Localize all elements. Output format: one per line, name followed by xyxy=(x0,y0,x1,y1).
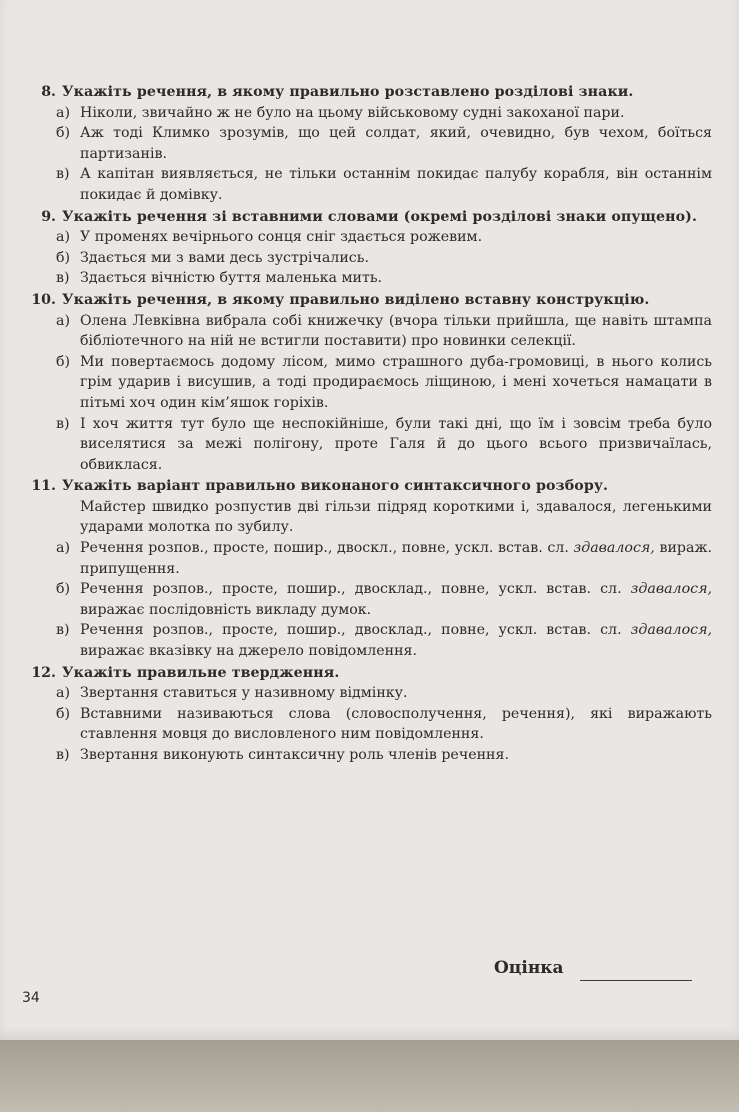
option-text-italic: здавалося, xyxy=(573,540,655,557)
option-letter: б) xyxy=(56,353,71,370)
option-text-main: Речення розпов., просте, пошир., двосклад., повне, ускл. встав. сл. xyxy=(80,622,622,639)
question-number: 8. xyxy=(41,84,56,100)
option-letter: а) xyxy=(56,229,70,246)
question-11 xyxy=(22,476,712,661)
option-text-italic: здавалося, xyxy=(630,581,712,598)
option-letter: б) xyxy=(56,581,71,598)
answer-option[interactable] xyxy=(22,164,712,205)
option-letter: в) xyxy=(56,270,70,287)
option-text: Здається вічністю буття маленька мить. xyxy=(80,270,383,287)
option-text-main: Речення розпов., просте, пошир., двосклад., повне, ускл. встав. сл. xyxy=(80,581,622,598)
option-text xyxy=(80,538,712,579)
answer-option[interactable] xyxy=(22,352,712,414)
answer-option[interactable] xyxy=(22,123,712,164)
option-letter: а) xyxy=(56,312,70,329)
answer-option[interactable] xyxy=(22,268,712,289)
question-stem-sentence: Майстер швидко розпустив дві гільзи підряд короткими і, здавалося, легенькими ударами молотка по зубилу. xyxy=(80,498,712,536)
answer-option[interactable] xyxy=(22,683,712,704)
answer-option[interactable] xyxy=(22,103,712,124)
questions-list xyxy=(22,82,712,767)
answer-option[interactable] xyxy=(22,227,712,248)
option-text-rest: виражає вказівку на джерело повідомлення. xyxy=(80,643,418,660)
option-letter: б) xyxy=(56,705,71,722)
question-number: 9. xyxy=(41,208,56,225)
answer-option[interactable] xyxy=(22,579,712,620)
answer-option[interactable] xyxy=(22,620,712,661)
option-letter: б) xyxy=(56,125,71,142)
table-surface xyxy=(0,1040,739,1112)
option-text: А капітан виявляється, не тільки останнім покидає палубу корабля, він останнім покидає й домівку. xyxy=(80,166,712,203)
answer-option[interactable] xyxy=(22,538,712,579)
question-8 xyxy=(22,82,712,206)
answer-option[interactable] xyxy=(22,248,712,269)
question-12 xyxy=(22,663,712,766)
option-text: Здається ми з вами десь зустрічались. xyxy=(80,249,369,266)
option-letter: в) xyxy=(56,747,70,763)
option-text: Олена Левківна вибрала собі книжечку (вчора тільки прийшла, ще навіть штампа бібліотечного на ній не встигли поставити) про новинки селекції. xyxy=(80,312,712,350)
option-text xyxy=(80,579,712,620)
page-number: 34 xyxy=(22,990,40,1006)
answer-option[interactable] xyxy=(22,704,712,745)
option-letter: б) xyxy=(56,249,71,266)
option-text-rest: вираж. припущення. xyxy=(80,540,713,577)
question-prompt: Укажіть варіант правильно виконаного синтаксичного розбору. xyxy=(62,478,609,495)
option-letter: в) xyxy=(56,622,70,639)
option-text: Аж тоді Климко зрозумів, що цей солдат, який, очевидно, був чехом, боїться партизанів. xyxy=(80,125,712,162)
option-text: Вставними називаються слова (словосполучення, речення), які виражають ставлення мовця до висловленого ним повідомлення. xyxy=(80,705,712,743)
option-text-rest: виражає послідовність викладу думок. xyxy=(80,601,372,618)
answer-option[interactable] xyxy=(22,745,712,766)
question-prompt: Укажіть речення зі вставними словами (окремі розділові знаки опущено). xyxy=(62,208,698,225)
question-prompt: Укажіть правильне твердження. xyxy=(62,664,340,681)
grade-input-line[interactable] xyxy=(580,980,692,981)
question-prompt: Укажіть речення, в якому правильно розставлено розділові знаки. xyxy=(62,84,634,100)
option-text: У променях вечірнього сонця сніг здається рожевим. xyxy=(80,229,483,246)
option-text-main: Речення розпов., просте, пошир., двоскл., повне, ускл. встав. сл. xyxy=(80,540,569,557)
question-9 xyxy=(22,207,712,289)
option-letter: а) xyxy=(56,540,70,557)
question-number: 11. xyxy=(31,478,56,495)
option-text: Звертання ставиться у називному відмінку. xyxy=(80,685,408,702)
option-text: І хоч життя тут було ще неспокійніше, були такі дні, що їм і зовсім треба було виселятися за межі полігону, проте Галя й до цього всього призвичаїлась, обвиклася. xyxy=(80,415,712,473)
answer-option[interactable] xyxy=(22,414,712,476)
answer-option[interactable] xyxy=(22,311,712,352)
question-number: 10. xyxy=(31,291,56,308)
option-letter: а) xyxy=(56,685,70,702)
question-prompt: Укажіть речення, в якому правильно виділено вставну конструкцію. xyxy=(62,291,650,308)
option-text: Ми повертаємось додому лісом, мимо страшного дуба-громовиці, в нього колись грім ударив і висушив, а тоді продираємось ліщиною, і мені хочеться намацати в пітьмі хоч один кім’яшок горіхів. xyxy=(80,353,712,411)
question-10 xyxy=(22,290,712,475)
option-text: Ніколи, звичайно ж не було на цьому військовому судні закоханої пари. xyxy=(80,104,625,121)
option-text xyxy=(80,620,712,661)
option-letter: а) xyxy=(56,104,70,121)
question-number: 12. xyxy=(31,664,56,681)
option-letter: в) xyxy=(56,166,70,183)
grade-label: Оцінка xyxy=(494,958,564,978)
option-text: Звертання виконують синтаксичну роль членів речення. xyxy=(80,747,509,763)
option-text-italic: здавалося, xyxy=(630,622,712,639)
option-letter: в) xyxy=(56,415,70,432)
